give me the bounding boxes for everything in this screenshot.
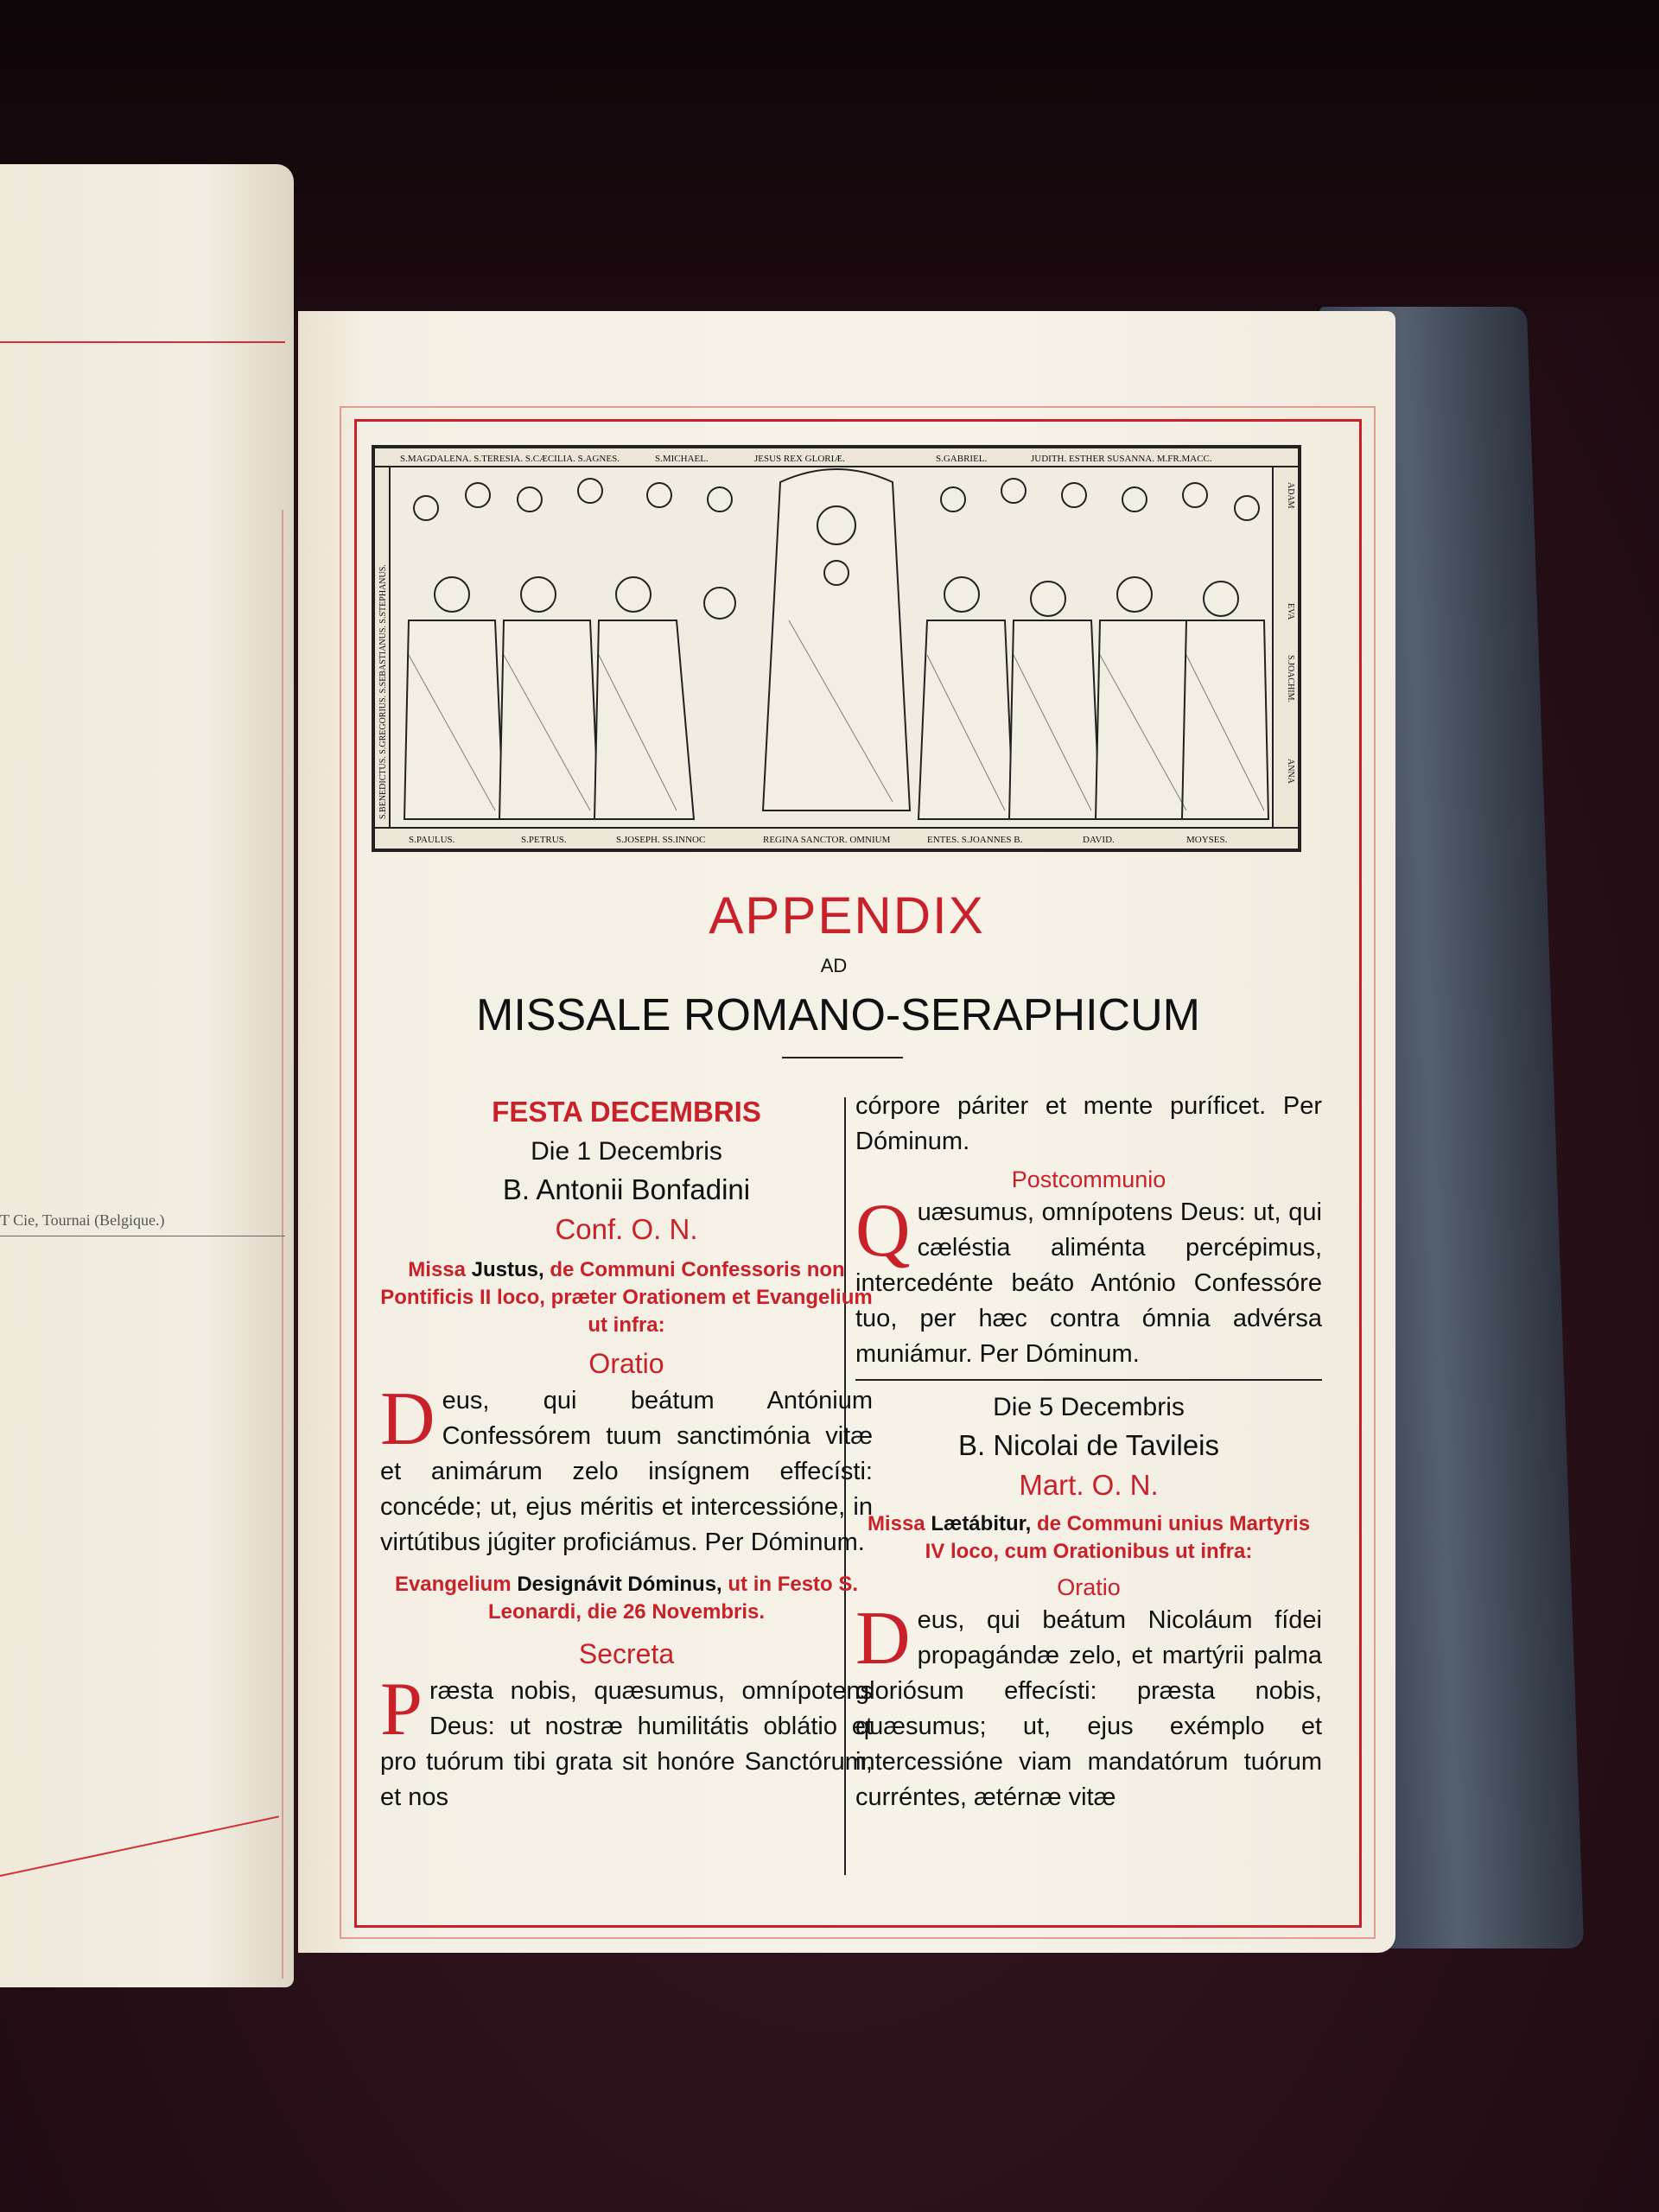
engraving-top-label: JESUS REX GLORIÆ. [754,454,845,464]
missa-instructions: de Communi unius Martyris IV loco, cum Orationibus ut infra: [925,1512,1311,1563]
evangelium-label: Evangelium [394,1573,512,1596]
engraving-bottom-label: S.PETRUS. [521,835,567,845]
engraving-top-label: S.MAGDALENA. S.TERESIA. S.CÆCILIA. S.AGNES. [400,454,620,464]
oratio-prayer [855,1597,1322,1815]
missa-label: Missa [867,1512,925,1535]
left-page-rule [0,341,285,343]
missale-title: MISSALE ROMANO-SERAPHICUM [476,990,1200,1040]
engraving-right-label: S.JOACHIM. [1286,655,1295,703]
drop-cap: D [380,1377,435,1461]
engraving-bottom-label: REGINA SANCTOR. OMNIUM [763,835,891,845]
feast-rank: Conf. O. N. [555,1213,698,1245]
secreta-text: ræsta nobis, quæsumus, omnípotens Deus: ut nostræ humilitátis oblátio et pro tuórum tibi grata sit honóre Sanctórum, et nos [380,1677,873,1811]
oratio-heading: Oratio [1057,1574,1121,1600]
missa-rubric [855,1510,1322,1566]
oratio-prayer [380,1377,873,1560]
engraving-top-label: JUDITH. ESTHER SUSANNA. M.FR.MACC. [1031,454,1212,464]
evangelium-rubric [380,1571,873,1626]
engraving-top-label: S.MICHAEL. [655,454,709,464]
left-column [380,1089,873,1815]
feast-date: Die 5 Decembris [993,1393,1185,1421]
feast-rank: Mart. O. N. [1019,1469,1159,1501]
secreta-heading: Secreta [578,1638,675,1669]
title-rule [782,1057,903,1058]
engraving-bottom-label: MOYSES. [1186,835,1228,845]
engraving-right-label: EVA [1286,603,1295,620]
missa-rubric [380,1256,873,1339]
engraving-bottom-label: S.JOSEPH. SS.INNOC [616,835,706,845]
missa-label: Missa [408,1258,466,1281]
evangelium-instructions: ut in Festo S. Leonardi, die 26 Novembris. [487,1573,859,1624]
secreta-continuation: córpore páriter et mente puríficet. Per Dóminum. [855,1092,1322,1155]
left-page-frame [282,510,283,1979]
engraving-illustration [374,448,1299,849]
right-column [855,1089,1322,1815]
engraving-bottom-label: S.PAULUS. [409,835,455,845]
oratio-heading: Oratio [588,1348,664,1379]
ad-subtitle: AD [820,955,848,976]
left-page [0,164,294,1987]
left-page-bottom-rule [0,1815,279,1877]
postcommunio-heading: Postcommunio [1011,1166,1166,1192]
festa-heading: FESTA DECEMBRIS [492,1096,761,1128]
engraving-bottom-label: DAVID. [1083,835,1115,845]
drop-cap: Q [855,1189,911,1273]
secreta-prayer [380,1668,873,1815]
feast-date: Die 1 Decembris [531,1137,722,1166]
saints-engraving [372,445,1301,852]
engraving-right-label: ADAM [1286,482,1295,509]
oratio-text: eus, qui beátum Antónium Confessórem tuum sanctimónia vitæ et animárum zelo insígnem effecísti: concéde; ut, ejus méritis et intercessióne, in virtútibus júgiter proficiámus. Per Dóminum. [380,1387,873,1556]
evangelium-title: Designávit Dóminus, [517,1573,722,1596]
drop-cap: D [855,1597,911,1681]
feast-saint: B. Nicolai de Tavileis [957,1429,1220,1461]
printer-imprint: T Cie, Tournai (Belgique.) [0,1211,165,1229]
right-page [298,311,1395,1953]
engraving-top-label: S.GABRIEL. [936,454,988,464]
missa-title: Justus, [471,1258,544,1281]
postcommunio-text: uæsumus, omnípotens Deus: ut, qui cæléstia aliménta percépimus, intercedénte beáto António Confessóre tuo, per hæc contra ómnia advérsa muniámur. Per Dóminum. [855,1198,1322,1368]
engraving-bottom-label: ENTES. S.JOANNES B. [927,835,1023,845]
feast-saint: B. Antonii Bonfadini [502,1173,751,1205]
engraving-right-label: ANNA [1286,759,1295,784]
oratio-text: eus, qui beátum Nicoláum fídei propagándæ zelo, et martýrii palma gloriósum effecísti: præsta nobis, quæsumus; ut, ejus exémplo et intercessióne viam mandatórum tuórum curréntes, ætérnæ vitæ [855,1606,1322,1811]
missa-instructions: de Communi Confessoris non Pontificis II loco, præter Orationem et Evangelium ut infra: [380,1258,873,1337]
appendix-title: APPENDIX [709,887,985,944]
missa-title: Lætábitur, [931,1512,1032,1535]
postcommunio-prayer [855,1189,1322,1372]
section-rule [855,1379,1322,1381]
drop-cap: P [380,1668,423,1751]
engraving-left-label: S.BENEDICTUS. S.GREGORIUS. S.SEBASTIANUS. S.STEPHANUS. [378,564,388,819]
